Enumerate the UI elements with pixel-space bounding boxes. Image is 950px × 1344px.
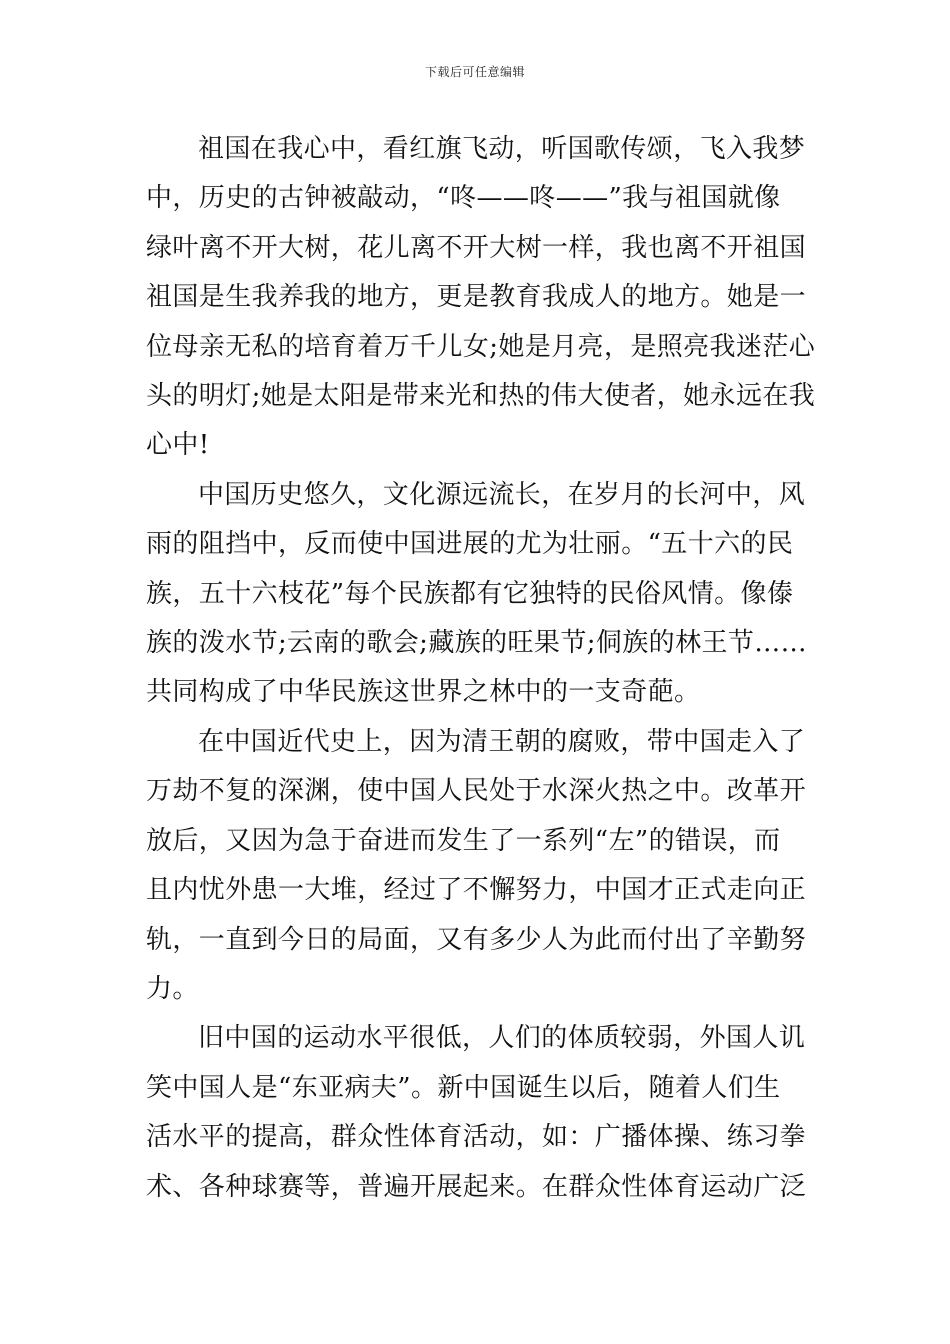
paragraph-line: 心中! [146, 430, 210, 461]
paragraph-line: 位母亲无私的培育着万千儿女;她是月亮，是照亮我迷茫心 [146, 331, 816, 362]
paragraph-line: 放后，又因为急于奋进而发生了一系列“左”的错误，而 [146, 825, 781, 856]
paragraph-line: 族的泼水节;云南的歌会;藏族的旺果节;侗族的林王节…… [146, 628, 808, 659]
paragraph-line: 且内忧外患一大堆，经过了不懈努力，中国才正式走向正 [146, 875, 807, 906]
paragraph-line: 中，历史的古钟被敲动，“咚——咚——”我与祖国就像 [146, 183, 781, 214]
paragraph-line: 祖国在我心中，看红旗飞动，听国歌传颂，飞入我梦 [198, 134, 806, 164]
paragraph-line: 中国历史悠久，文化源远流长，在岁月的长河中，风 [198, 479, 806, 510]
paragraph-line: 在中国近代史上，因为清王朝的腐败，带中国走入了 [198, 726, 806, 757]
paragraph-line: 族，五十六枝花”每个民族都有它独特的民俗风情。像傣 [146, 578, 794, 609]
paragraph-line: 笑中国人是“东亚病夫”。新中国诞生以后，随着人们生 [146, 1072, 781, 1103]
document-body [146, 125, 816, 1212]
paragraph-line: 绿叶离不开大树，花儿离不开大树一样，我也离不开祖国 [146, 232, 807, 263]
paragraph-line: 轨，一直到今日的局面，又有多少人为此而付出了辛勤努 [146, 924, 807, 955]
paragraph-line: 活水平的提高，群众性体育活动，如：广播体操、练习拳 [146, 1122, 807, 1153]
page-header: 下载后可任意编辑 [424, 65, 525, 79]
paragraph-line: 术、各种球赛等，普遍开展起来。在群众性体育运动广泛 [146, 1171, 807, 1202]
paragraph-line: 雨的阻挡中，反而使中国进展的尤为壮丽。“五十六的民 [146, 529, 794, 560]
paragraph-line: 万劫不复的深渊，使中国人民处于水深火热之中。改革开 [146, 776, 807, 807]
paragraph-line: 祖国是生我养我的地方，更是教育我成人的地方。她是一 [146, 282, 807, 313]
paragraph-line: 头的明灯;她是太阳是带来光和热的伟大使者，她永远在我 [146, 381, 816, 412]
paragraph-2 [146, 471, 806, 718]
paragraph-4 [146, 1014, 806, 1212]
paragraph-line: 力。 [146, 973, 199, 1004]
paragraph-line: 共同构成了中华民族这世界之林中的一支奇葩。 [146, 677, 701, 708]
paragraph-3 [146, 718, 806, 1014]
paragraph-1 [146, 125, 816, 471]
paragraph-line: 旧中国的运动水平很低，人们的体质较弱，外国人讥 [198, 1023, 806, 1054]
